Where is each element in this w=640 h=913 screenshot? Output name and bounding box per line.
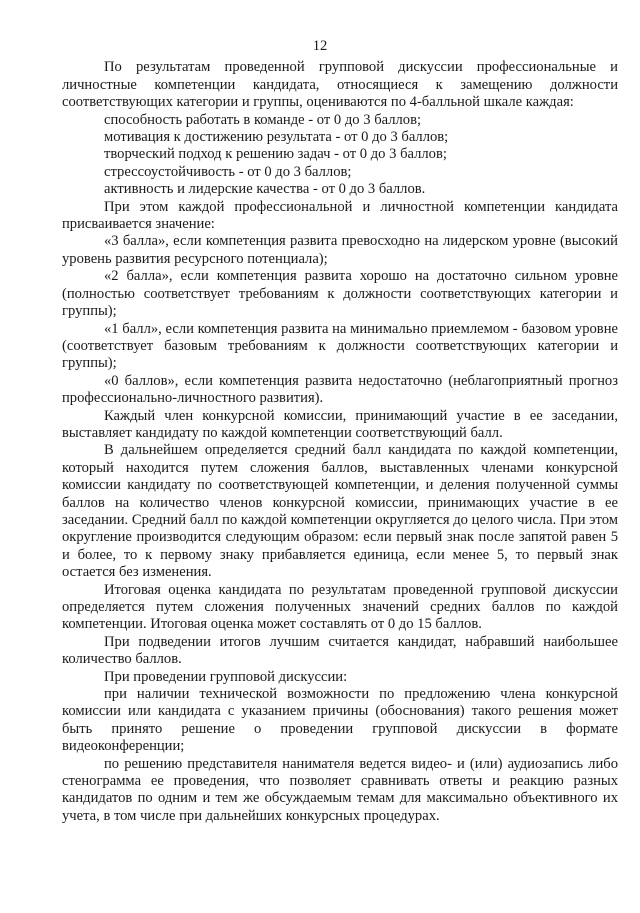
page-number: 12 bbox=[312, 38, 328, 54]
paragraph-discussion-intro: При проведении групповой дискуссии: bbox=[104, 668, 348, 685]
paragraph-score-1: «1 балл», если компетенция развита на минимально приемлемом - базовом уровне (соответствует базовым требованиям к должности соответствующих категории и группы); bbox=[62, 320, 618, 372]
list-item-teamwork: способность работать в команде - от 0 до 3 баллов; bbox=[104, 111, 422, 128]
paragraph-average-score: В дальнейшем определяется средний балл кандидата по каждой компетенции, который находится путем сложения баллов, выставленных членами конкурсной комиссии кандидату по соответствующей компетенции, и деления полученной суммы баллов на количество членов конкурсной комиссии, принимающих участие в ее заседании. Средний балл по каждой компетенции округляется до целого числа. При этом округление производится следующим образом: если первый знак после запятой равен 5 и более, то к первому знаку прибавляется единица, если менее 5, то первый знак остается без изменения. bbox=[62, 442, 618, 581]
paragraph-member-scoring: Каждый член конкурсной комиссии, принимающий участие в ее заседании, выставляет кандидату по каждой компетенции соответствующий балл. bbox=[62, 407, 618, 441]
paragraph-best-candidate: При подведении итогов лучшим считается кандидат, набравший наибольшее количество баллов. bbox=[62, 633, 618, 668]
paragraph-final-score: Итоговая оценка кандидата по результатам проведенной групповой дискуссии определяется путем сложения полученных значений средних баллов по каждой компетенции. Итоговая оценка может составлять от 0 до 15 баллов. bbox=[62, 581, 618, 633]
paragraph-recording: по решению представителя нанимателя ведется видео- и (или) аудиозапись либо стенограмма ее проведения, что позволяет сравнивать ответы и реакцию разных кандидатов по одним и тем же обсуждаемым темам для максимально объективного их учета, в том числе при дальнейших конкурсных процедурах. bbox=[62, 755, 618, 824]
paragraph-scale-intro: По результатам проведенной групповой дискуссии профессиональные и личностные компетенции кандидата, относящиеся к замещению должности соответствующих категории и группы, оцениваются по 4-балльной шкале каждая: bbox=[62, 59, 618, 111]
paragraph-score-0: «0 баллов», если компетенция развита недостаточно (неблагоприятный прогноз профессионально-личностного развития). bbox=[62, 372, 618, 407]
list-item-motivation: мотивация к достижению результата - от 0 до 3 баллов; bbox=[104, 129, 449, 146]
list-item-stress-resistance: стрессоустойчивость - от 0 до 3 баллов; bbox=[104, 163, 352, 180]
paragraph-videoconference: при наличии технической возможности по предложению члена конкурсной комиссии или кандидата с указанием причины (обоснования) такого решения может быть принято решение о проведении групповой дискуссии в формате видеоконференции; bbox=[62, 686, 618, 755]
list-item-leadership: активность и лидерские качества - от 0 до 3 баллов. bbox=[104, 181, 426, 198]
list-item-creativity: творческий подход к решению задач - от 0 до 3 баллов; bbox=[104, 146, 447, 163]
paragraph-score-2: «2 балла», если компетенция развита хорошо на достаточно сильном уровне (полностью соответствует требованиям к должности соответствующих категории и группы); bbox=[62, 268, 618, 320]
paragraph-score-3: «3 балла», если компетенция развита превосходно на лидерском уровне (высокий уровень развития ресурсного потенциала); bbox=[62, 233, 618, 267]
paragraph-values-intro: При этом каждой профессиональной и личностной компетенции кандидата присваивается значение: bbox=[62, 198, 618, 233]
